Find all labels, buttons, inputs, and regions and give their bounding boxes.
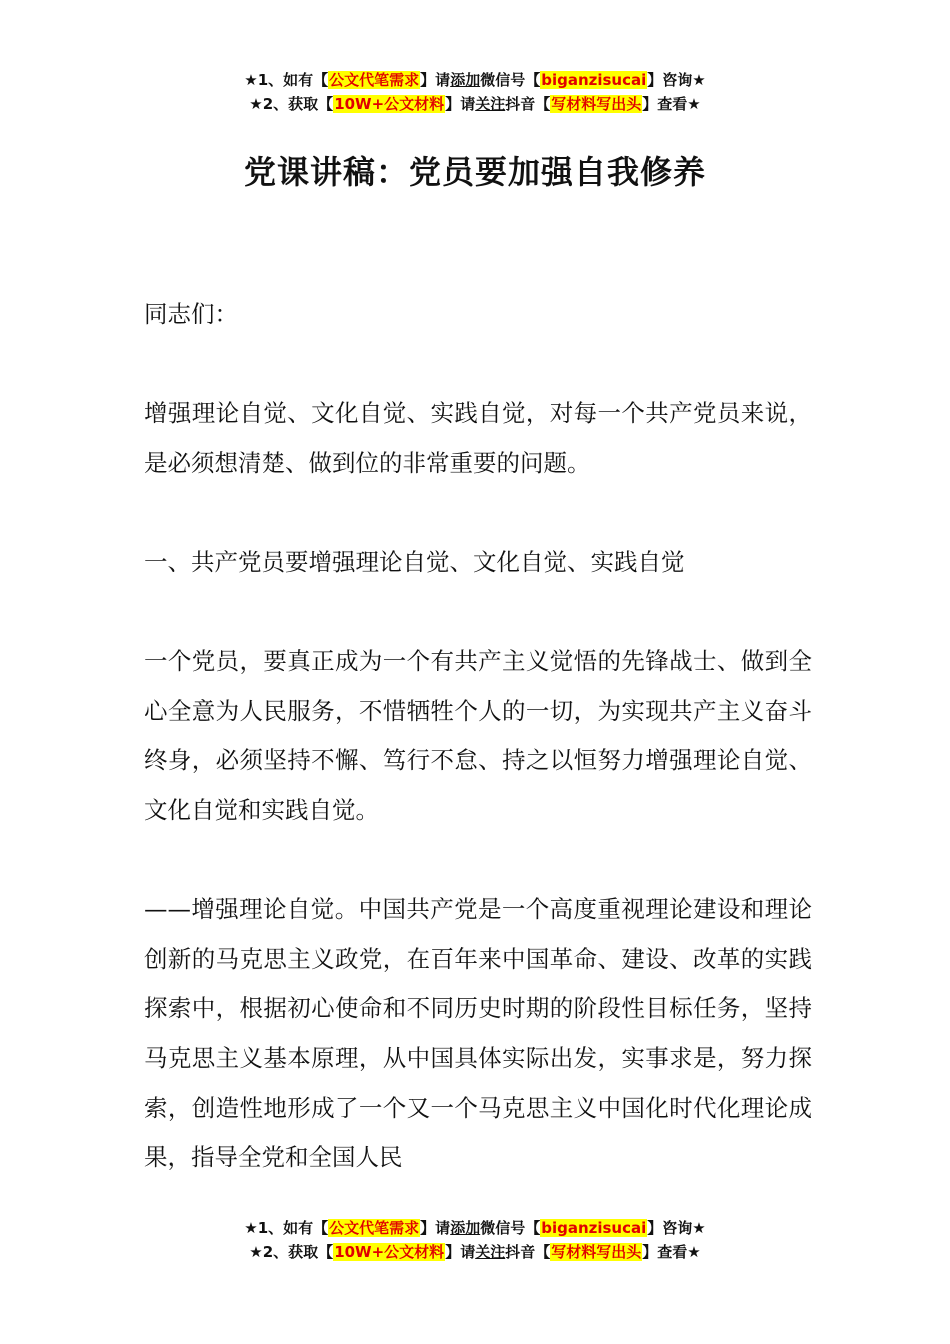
body-paragraph: 一个党员，要真正成为一个有共产主义觉悟的先锋战士、做到全心全意为人民服务，不惜牺牲个人的一切，为实现共产主义奋斗终身，必须坚持不懈、笃行不怠、持之以恒努力增强理论自觉、文化自觉和实践自觉。 <box>144 647 812 824</box>
promo-banner-top <box>0 68 950 116</box>
promo-banner-bottom <box>0 1216 950 1264</box>
promo-line-2 <box>0 1240 950 1264</box>
document-body <box>144 290 812 1232</box>
promo-text: ★1、如有【 <box>244 1219 329 1237</box>
promo-text: ★2、获取【 <box>249 1243 334 1261</box>
promo-line-2 <box>0 92 950 116</box>
promo-highlight: 10W+公文材料 <box>334 95 445 113</box>
promo-text: ★2、获取【 <box>249 95 334 113</box>
promo-text: 】请 <box>420 1219 451 1237</box>
promo-text: 】请 <box>420 71 451 89</box>
promo-text: 】查看★ <box>642 1243 701 1261</box>
promo-text-underlined: 添加 <box>450 71 481 89</box>
douyin-highlight: 写材料写出头 <box>551 1243 642 1261</box>
promo-text-underlined: 关注 <box>475 1243 506 1261</box>
promo-text: 】咨询★ <box>647 71 706 89</box>
promo-text: ★1、如有【 <box>244 71 329 89</box>
promo-text: 】咨询★ <box>647 1219 706 1237</box>
section-heading: 一、共产党员要增强理论自觉、文化自觉、实践自觉 <box>144 547 685 576</box>
promo-text-underlined: 关注 <box>475 95 506 113</box>
promo-text: 】请 <box>445 95 476 113</box>
wechat-id-highlight: biganzisucai <box>541 1219 647 1237</box>
promo-text: 】请 <box>445 1243 476 1261</box>
promo-line-1 <box>0 68 950 92</box>
salutation: 同志们： <box>144 300 238 328</box>
promo-highlight: 10W+公文材料 <box>334 1243 445 1261</box>
promo-text: 微信号【 <box>480 1219 541 1237</box>
wechat-id-highlight: biganzisucai <box>541 71 647 89</box>
promo-text: 微信号【 <box>480 71 541 89</box>
promo-text: 】查看★ <box>642 95 701 113</box>
intro-paragraph: 增强理论自觉、文化自觉、实践自觉，对每一个共产党员来说，是必须想清楚、做到位的非常重要的问题。 <box>144 399 812 477</box>
promo-line-1 <box>0 1216 950 1240</box>
document-title: 党课讲稿：党员要加强自我修养 <box>243 153 706 191</box>
body-paragraph: ——增强理论自觉。中国共产党是一个高度重视理论建设和理论创新的马克思主义政党，在百年来中国革命、建设、改革的实践探索中，根据初心使命和不同历史时期的阶段性目标任务，坚持马克思主义基本原理，从中国具体实际出发，实事求是，努力探索，创造性地形成了一个又一个马克思主义中国化时代化理论成果，指导全党和全国人民 <box>144 895 812 1172</box>
promo-text-underlined: 添加 <box>450 1219 481 1237</box>
promo-highlight: 公文代笔需求 <box>329 71 420 89</box>
promo-text: 抖音【 <box>505 1243 551 1261</box>
douyin-highlight: 写材料写出头 <box>551 95 642 113</box>
promo-highlight: 公文代笔需求 <box>329 1219 420 1237</box>
promo-text: 抖音【 <box>505 95 551 113</box>
